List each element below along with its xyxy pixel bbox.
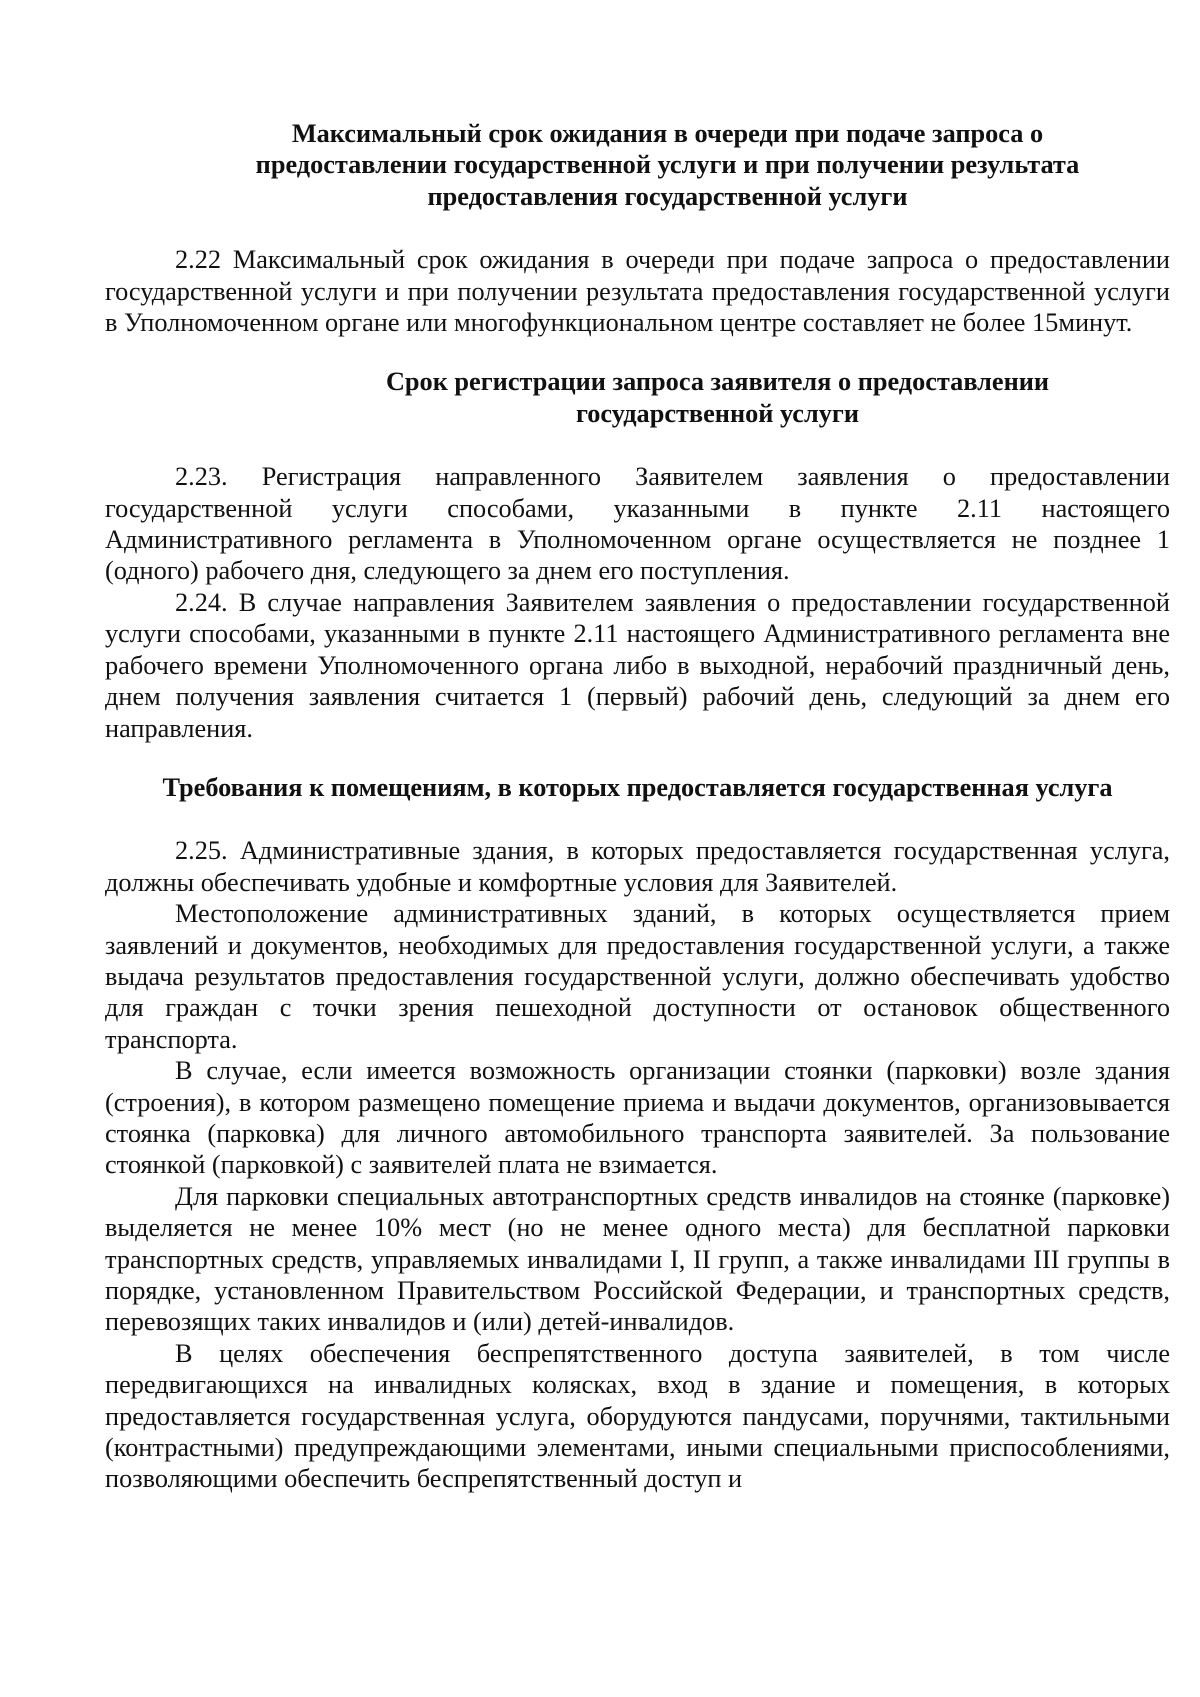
section-heading-queue-wait-time: Максимальный срок ожидания в очереди при подаче запроса о предоставлении государственной услуги и при получении результата предоставления государственной услуги	[255, 119, 1080, 211]
paragraph-parking: В случае, если имеется возможность организации стоянки (парковки) возле здания (строения), в котором размещено помещение приема и выдачи документов, организовывается стоянка (парковка) для личного автомобильного транспорта заявителей. За пользование стоянкой (парковкой) с заявителей плата не взимается.	[105, 1056, 1170, 1180]
paragraph-2-23: 2.23. Регистрация направленного Заявителем заявления о предоставлении государственной услуги способами, указанными в пункте 2.11 настоящего Административного регламента в Уполномоченном органе осуществляется не позднее 1 (одного) рабочего дня, следующего за днем его поступления.	[105, 462, 1170, 586]
paragraph-2-25: 2.25. Административные здания, в которых предоставляется государственная услуга, должны обеспечивать удобные и комфортные условия для Заявителей.	[105, 836, 1170, 897]
paragraph-location: Местоположение административных зданий, в которых осуществляется прием заявлений и документов, необходимых для предоставления государственной услуги, а также выдача результатов предоставления государственной услуги, должно обеспечивать удобство для граждан с точки зрения пешеходной доступности от остановок общественного транспорта.	[105, 899, 1170, 1054]
paragraph-accessibility: В целях обеспечения беспрепятственного доступа заявителей, в том числе передвигающихся на инвалидных колясках, вход в здание и помещения, в которых предоставляется государственная услуга, оборудуются пандусами, поручнями, тактильными (контрастными) предупреждающими элементами, иными специальными приспособлениями, позволяющими обеспечить беспрепятственный доступ и	[105, 1338, 1170, 1494]
paragraph-2-24: 2.24. В случае направления Заявителем заявления о предоставлении государственной услуги способами, указанными в пункте 2.11 настоящего Административного регламента вне рабочего времени Уполномоченного органа либо в выходной, нерабочий праздничный день, днем получения заявления считается 1 (первый) рабочий день, следующий за днем его направления.	[105, 587, 1170, 743]
paragraph-disabled-parking: Для парковки специальных автотранспортных средств инвалидов на стоянке (парковке) выделяется не менее 10% мест (но не менее одного места) для бесплатной парковки транспортных средств, управляемых инвалидами I, II групп, а также инвалидами III группы в порядке, установленном Правительством Российской Федерации, и транспортных средств, перевозящих таких инвалидов и (или) детей-инвалидов.	[105, 1181, 1170, 1337]
section-heading-registration-term: Срок регистрации запроса заявителя о предоставлении государственной услуги	[385, 367, 1050, 428]
paragraph-2-22: 2.22 Максимальный срок ожидания в очереди при подаче запроса о предоставлении государственной услуги и при получении результата предоставления государственной услуги в Уполномоченном органе или многофункциональном центре составляет не более 15минут.	[105, 245, 1170, 338]
document-page	[105, 118, 1170, 1495]
section-heading-premises-requirements: Требования к помещениям, в которых предоставляется государственная услуга	[162, 772, 1113, 802]
